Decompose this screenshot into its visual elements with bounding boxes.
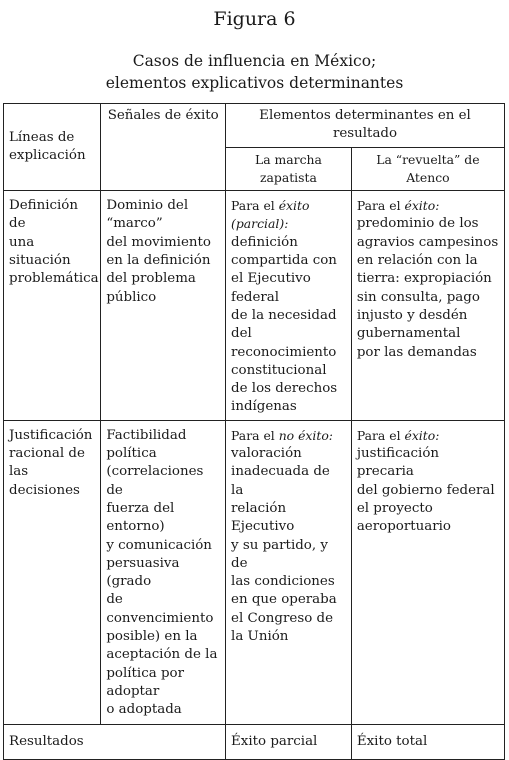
cell-atenco: Para el éxito: justificación precaria del gobierno federal el proyecto aeroportuario (351, 420, 504, 724)
caption-line-1: Casos de influencia en México; (132, 52, 377, 70)
header-lineas: Líneas de explicación (4, 104, 101, 191)
caption-line-2: elementos explicativos determinantes (105, 74, 404, 92)
cell-zapatista: Para el éxito (parcial): definición compartida con el Ejecutivo federal de la necesidad del reconocimiento constitucional de los derechos indígenas (226, 191, 352, 421)
row-signal: Dominio del “marco” del movimiento en la definición del problema público (101, 191, 226, 421)
header-elementos: Elementos determinantes en el resultado (226, 104, 505, 148)
row-label: Justificación racional de las decisiones (4, 420, 101, 724)
header-zapatista: La marcha zapatista (226, 147, 352, 191)
influence-table (3, 103, 505, 760)
table-row (4, 724, 505, 759)
header-atenco: La “revuelta” de Atenco (351, 147, 504, 191)
figure-label: Figura 6 (213, 8, 296, 30)
results-zapatista: Éxito parcial (226, 724, 352, 759)
table-row (4, 420, 505, 724)
caption (0, 50, 509, 94)
row-label: Definición de una situación problemática (4, 191, 101, 421)
header-row (4, 104, 505, 148)
results-atenco: Éxito total (351, 724, 504, 759)
results-label: Resultados (4, 724, 226, 759)
header-senales: Señales de éxito (101, 104, 226, 191)
table-row (4, 191, 505, 421)
row-signal: Factibilidad política (correlaciones de fuerza del entorno) y comunicación persuasiva (grado de convencimiento posible) en la aceptación de la política por adoptar o adoptada (101, 420, 226, 724)
cell-zapatista: Para el no éxito: valoración inadecuada de la relación Ejecutivo y su partido, y de las condiciones en que operaba el Congreso de la Unión (226, 420, 352, 724)
cell-atenco: Para el éxito: predominio de los agravios campesinos en relación con la tierra: expropiación sin consulta, pago injusto y desdén gubernamental por las demandas (351, 191, 504, 421)
